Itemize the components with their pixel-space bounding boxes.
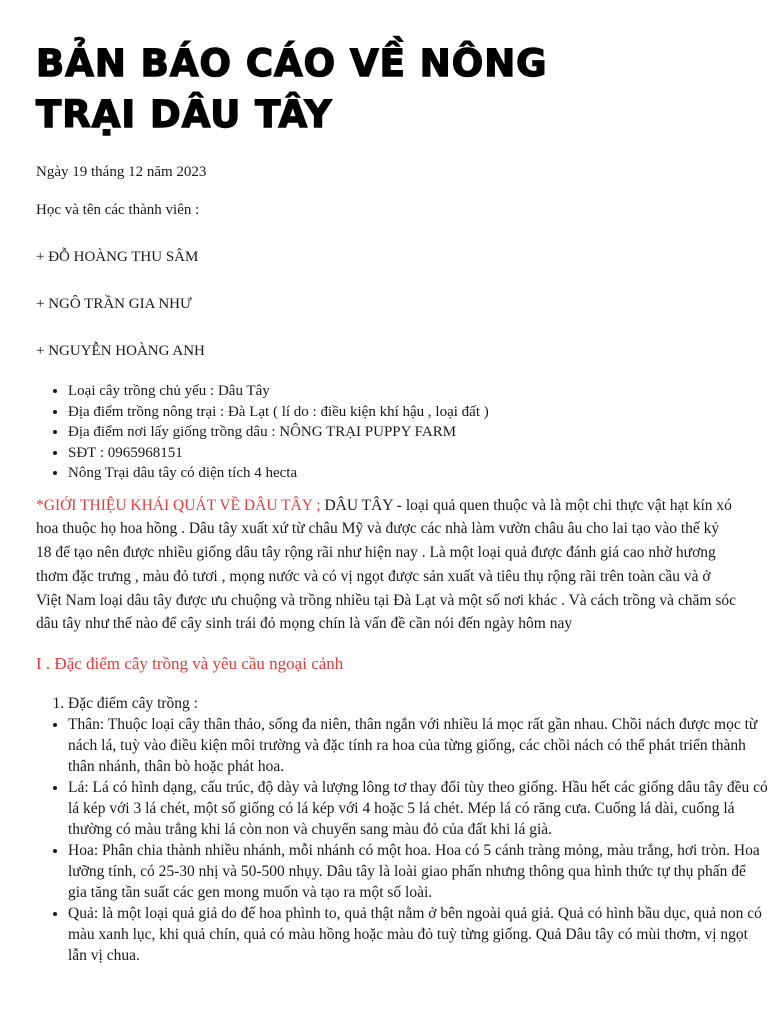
subsection-item: 1. Đặc điểm cây trồng : [68,693,730,714]
plant-details-list [36,714,768,966]
fact-item: • Địa điểm nơi lấy giống trồng dâu : NÔNG TRẠI PUPPY FARM [68,422,730,443]
intro-highlight: *GIỚI THIỆU KHÁI QUÁT VỀ DÂU TÂY ; [36,496,321,514]
intro-paragraph [36,494,736,637]
detail-item: • Thân: Thuộc loại cây thân thảo, sống đa niên, thân ngắn với nhiều lá mọc rất gần nhau. Chồi nách được mọc từ nách lá, tuỳ vào điều kiện môi trường và đặc tính ra hoa của từng giống, các chồi nách có thể phát triển thành thân nhánh, thân bò hoặc phát hoa. [68,714,768,777]
members-label: Học và tên các thành viên : [36,202,200,218]
detail-item: • Hoa: Phân chia thành nhiều nhánh, mỗi nhánh có một hoa. Hoa có 5 cánh tràng mỏng, màu trắng, hơi tròn. Hoa lưỡng tính, có 25-30 nhị và 50-500 nhụy. Dâu tây là loài giao phấn nhưng thông qua hình thức tự thụ phấn để gia tăng tần suất các gen mong muốn và tạo ra một số loài. [68,840,768,903]
detail-item: • Quả: là một loại quả giả do đế hoa phình to, quả thật nằm ở bên ngoài quả giả. Quả có hình bầu dục, quả non có màu xanh lục, khi quả chín, quả có màu hồng hoặc màu đỏ tuỳ từng giống. Quả Dâu tây có mùi thơm, vị ngọt lẫn vị chua. [68,903,768,966]
fact-item: • Nông Trại dâu tây có diện tích 4 hecta [68,463,730,484]
member-item: + NGUYỄN HOÀNG ANH [36,343,205,359]
intro-text: DÂU TÂY - loại quả quen thuộc và là một chi thực vật hạt kín xó hoa thuộc họ hoa hồng . Dâu tây xuất xứ từ châu Mỹ và được các nhà làm vườn châu âu cho lai tạo vào thế kỷ 18 để tạo nên được nhiều giống dâu tây rộng rãi như hiện nay . Là một loại quả được đánh giá cao nhờ hương thơm đặc trưng , màu đỏ tươi , mọng nước và có vị ngọt được sản xuất và tiêu thụ rộng rãi trên toàn cầu và ở Việt Nam loại dâu tây được ưu chuộng và trồng nhiều tại Đà Lạt và một số nơi khác . Và cách trồng và chăm sóc dâu tây như thế nào để cây sinh trái đỏ mọng chín là vấn đề cần nói đến ngày hôm nay [36,496,736,633]
fact-item: • SĐT : 0965968151 [68,443,730,464]
member-item: + NGÔ TRẦN GIA NHƯ [36,296,192,312]
detail-item: • Lá: Lá có hình dạng, cấu trúc, độ dày và lượng lông tơ thay đổi tùy theo giống. Hầu hết các giống dâu tây đều có lá kép với 3 lá chét, một số giống có lá kép với 4 hoặc 5 lá chét. Mép lá có răng cưa. Cuống lá dài, cuống lá thường có màu trắng khi lá còn non và chuyển sang màu đỏ của đất khi lá già. [68,777,768,840]
fact-item: • Địa điểm trồng nông trại : Đà Lạt ( lí do : điều kiện khí hậu , loại đất ) [68,402,730,423]
page-title: BẢN BÁO CÁO VỀ NÔNG TRẠI DÂU TÂY [36,42,548,136]
report-date: Ngày 19 tháng 12 năm 2023 [36,164,207,180]
subsection-list [36,693,730,714]
farm-facts-list [36,381,730,484]
fact-item: • Loại cây trồng chủ yếu : Dâu Tây [68,381,730,402]
section-heading: I . Đặc điểm cây trồng và yêu cầu ngoại cảnh [36,654,344,674]
member-item: + ĐỖ HOÀNG THU SÂM [36,249,199,265]
